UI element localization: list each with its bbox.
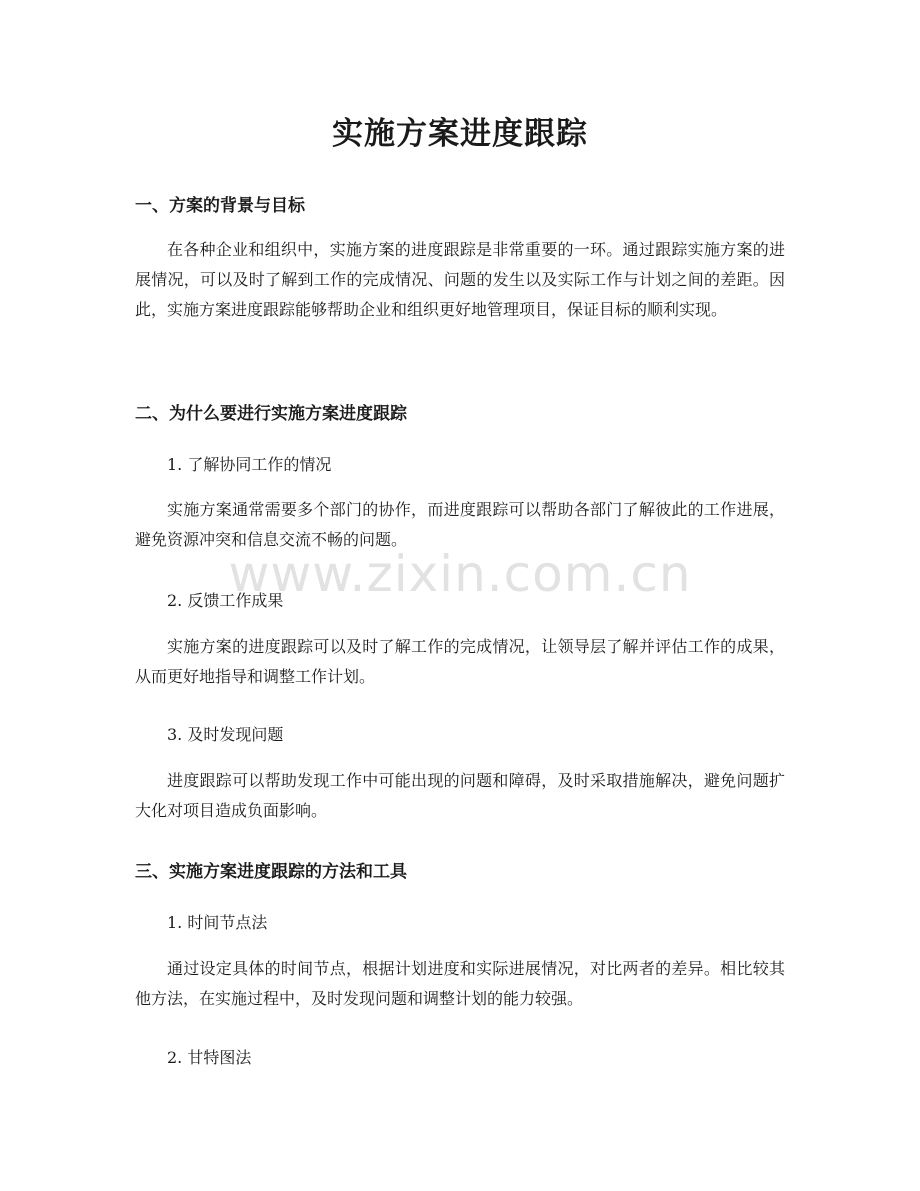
subheading-feedback: 2. 反馈工作成果 <box>167 591 284 610</box>
paragraph-find-problems: 进度跟踪可以帮助发现工作中可能出现的问题和障碍，及时采取措施解决，避免问题扩大化对项目造成负面影响。 <box>135 771 785 820</box>
subheading-collaboration: 1. 了解协同工作的情况 <box>167 455 332 474</box>
subheading-time-node: 1. 时间节点法 <box>167 913 268 932</box>
section-heading-methods: 三、实施方案进度跟踪的方法和工具 <box>135 862 407 882</box>
subheading-gantt: 2. 甘特图法 <box>167 1048 252 1067</box>
document-title: 实施方案进度跟踪 <box>332 116 588 152</box>
section-paragraph-background: 在各种企业和组织中，实施方案的进度跟踪是非常重要的一环。通过跟踪实施方案的进展情况，可以及时了解到工作的完成情况、问题的发生以及实际工作与计划之间的差距。因此，实施方案进度跟踪能够帮助企业和组织更好地管理项目，保证目标的顺利实现。 <box>135 240 785 319</box>
section-heading-background: 一、方案的背景与目标 <box>135 196 305 216</box>
watermark: www.zixin.com.cn <box>228 545 692 603</box>
paragraph-collaboration: 实施方案通常需要多个部门的协作，而进度跟踪可以帮助各部门了解彼此的工作进展，避免资源冲突和信息交流不畅的问题。 <box>135 500 785 549</box>
paragraph-feedback: 实施方案的进度跟踪可以及时了解工作的完成情况，让领导层了解并评估工作的成果，从而更好地指导和调整工作计划。 <box>135 637 785 686</box>
section-heading-why: 二、为什么要进行实施方案进度跟踪 <box>135 404 407 424</box>
subheading-find-problems: 3. 及时发现问题 <box>167 725 284 744</box>
paragraph-time-node: 通过设定具体的时间节点，根据计划进度和实际进展情况，对比两者的差异。相比较其他方法，在实施过程中，及时发现问题和调整计划的能力较强。 <box>135 959 785 1008</box>
